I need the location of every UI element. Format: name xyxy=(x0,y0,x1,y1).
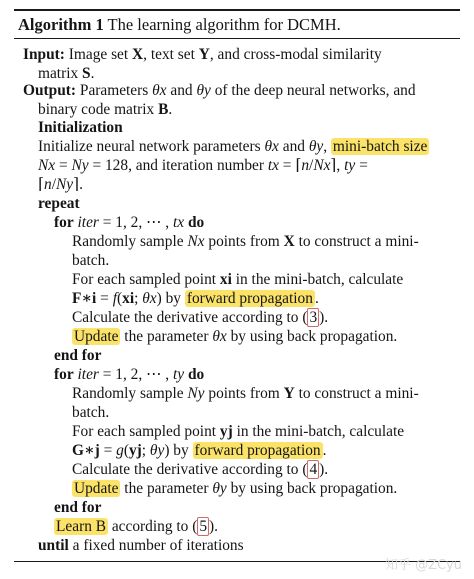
top-rule xyxy=(14,9,460,11)
algorithm-line: For each sampled point yj in the mini-batch, calculate xyxy=(72,423,405,440)
algorithm-line: Update the parameter θy by using back propagation. xyxy=(74,480,398,497)
algorithm-line: Input: Image set X, text set Y, and cross-modal similarity xyxy=(23,46,382,63)
algorithm-line: G∗j = g(yj; θy) by forward propagation . xyxy=(72,442,327,459)
title-rule xyxy=(14,38,460,39)
algorithm-line: batch. xyxy=(72,252,110,269)
algorithm-number: Algorithm 1 xyxy=(18,15,104,34)
algorithm-line: for iter = 1, 2, ⋯ , ty do xyxy=(54,366,205,383)
algorithm-line: Initialization xyxy=(38,119,123,136)
algorithm-caption: The learning algorithm for DCMH. xyxy=(103,15,341,34)
highlight: Update xyxy=(74,480,119,497)
highlight: mini-batch size xyxy=(332,138,428,155)
highlight: Update xyxy=(74,328,119,345)
highlight: forward propagation xyxy=(186,290,313,307)
algorithm-line: Randomly sample Nx points from X to construct a mini- xyxy=(72,233,419,250)
algorithm-line: for iter = 1, 2, ⋯ , tx do xyxy=(54,214,205,231)
algorithm-line: Calculate the derivative according to ( 3 ). xyxy=(72,309,329,326)
algorithm-line: repeat xyxy=(38,195,80,212)
algorithm-line: end for xyxy=(54,499,102,516)
algorithm-line: F∗i = f(xi; θx) by forward propagation . xyxy=(72,290,319,307)
algorithm-line: binary code matrix B. xyxy=(38,101,173,118)
highlight: forward propagation xyxy=(194,442,321,459)
equation-ref[interactable]: 3 xyxy=(309,309,318,326)
algorithm-line: batch. xyxy=(72,404,110,421)
algorithm-line: Initialize neural network parameters θx and θy, mini-batch size xyxy=(38,138,428,155)
algorithm-line: Randomly sample Ny points from Y to construct a mini- xyxy=(72,385,419,402)
algorithm-line: matrix S. xyxy=(38,65,95,82)
algorithm-line: end for xyxy=(54,347,102,364)
highlight: Learn B xyxy=(56,518,106,535)
algorithm-line: For each sampled point xi in the mini-batch, calculate xyxy=(72,271,404,288)
equation-ref[interactable]: 4 xyxy=(309,461,318,478)
equation-ref[interactable]: 5 xyxy=(199,518,208,535)
algorithm-line: ⌈n/Ny⌉. xyxy=(38,176,83,193)
algorithm-title xyxy=(18,15,341,35)
algorithm-line: Nx = Ny = 128, and iteration number tx = ⌈n/Nx⌉, ty = xyxy=(38,157,368,174)
watermark: 知乎 @ZCyu xyxy=(384,558,462,573)
algorithm-line: Output: Parameters θx and θy of the deep neural networks, and xyxy=(23,82,416,99)
algorithm-line: Update the parameter θx by using back propagation. xyxy=(74,328,398,345)
algorithm-line: until a fixed number of iterations xyxy=(38,537,244,554)
algorithm-line: Calculate the derivative according to ( 4 ). xyxy=(72,461,329,478)
algorithm-line: Learn B according to ( 5 ). xyxy=(56,518,219,535)
